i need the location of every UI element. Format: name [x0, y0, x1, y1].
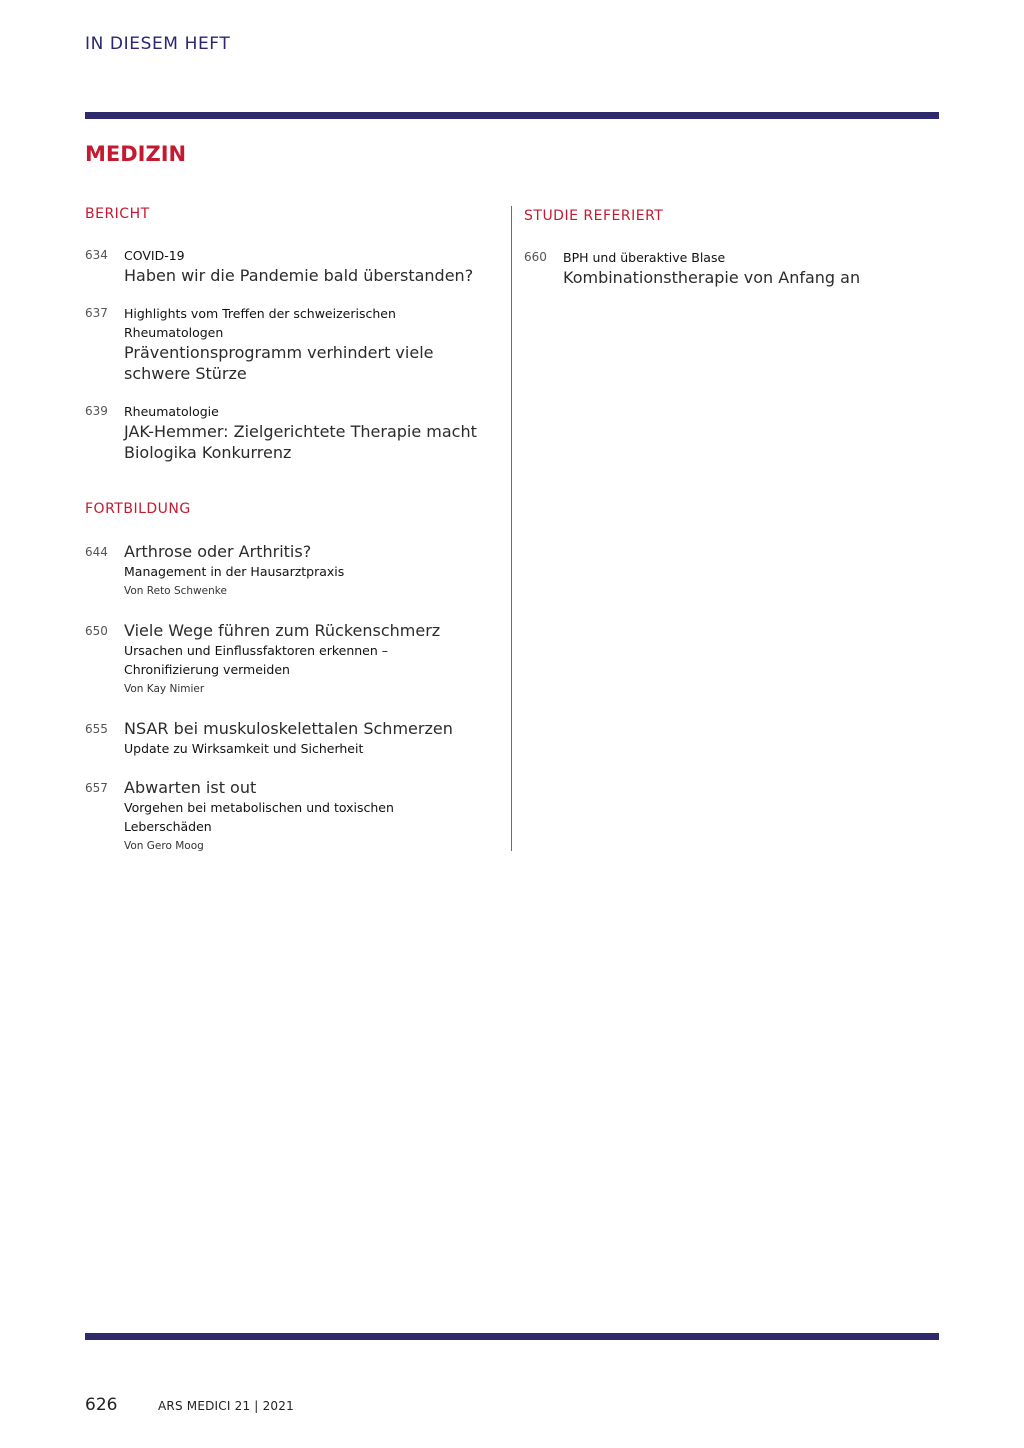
- entry-title[interactable]: Viele Wege führen zum Rückenschmerz: [124, 621, 441, 640]
- section-title: MEDIZIN: [85, 142, 187, 166]
- entry-title[interactable]: Kombinationstherapie von Anfang an: [563, 268, 861, 287]
- entry-page-number: 639: [85, 404, 108, 418]
- entry-title[interactable]: NSAR bei muskuloskelettalen Schmerzen: [124, 719, 453, 738]
- entry-author: Von Reto Schwenke: [124, 585, 227, 597]
- entry-page-number: 634: [85, 248, 108, 262]
- entry-page-number: 657: [85, 781, 108, 795]
- entry-page-number: 660: [524, 250, 547, 264]
- entry-kicker: BPH und überaktive Blase: [563, 250, 726, 265]
- entry-subtitle: Ursachen und Einflussfaktoren erkennen – Chronifizierung vermeiden: [124, 643, 389, 677]
- entry-title[interactable]: Abwarten ist out: [124, 778, 257, 797]
- entry-subtitle: Vorgehen bei metabolischen und toxischen Leberschäden: [124, 800, 394, 834]
- studie-heading: STUDIE REFERIERT: [524, 208, 664, 224]
- entry-title[interactable]: JAK-Hemmer: Zielgerichtete Therapie macht Biologika Konkurrenz: [124, 422, 477, 462]
- bottom-rule: [85, 1333, 939, 1340]
- page-header-title: IN DIESEM HEFT: [85, 34, 231, 54]
- entry-author: Von Kay Nimier: [124, 683, 205, 695]
- entry-author: Von Gero Moog: [124, 840, 204, 852]
- footer-page-number: 626: [85, 1395, 118, 1415]
- entry-kicker: COVID-19: [124, 248, 185, 263]
- entry-kicker: Highlights vom Treffen der schweizerischen Rheumatologen: [124, 306, 396, 340]
- entry-page-number: 650: [85, 624, 108, 638]
- entry-page-number: 655: [85, 722, 108, 736]
- fortbildung-heading: FORTBILDUNG: [85, 501, 191, 517]
- bericht-heading: BERICHT: [85, 206, 150, 222]
- entry-title[interactable]: Arthrose oder Arthritis?: [124, 542, 312, 561]
- entry-title[interactable]: Präventionsprogramm verhindert viele schwere Stürze: [124, 343, 434, 383]
- entry-kicker: Rheumatologie: [124, 404, 219, 419]
- entry-title[interactable]: Haben wir die Pandemie bald überstanden?: [124, 266, 474, 285]
- footer-journal: ARS MEDICI 21 | 2021: [158, 1399, 294, 1413]
- column-divider: [511, 206, 512, 851]
- entry-page-number: 637: [85, 306, 108, 320]
- top-rule: [85, 112, 939, 119]
- entry-subtitle: Management in der Hausarztpraxis: [124, 564, 345, 579]
- entry-subtitle: Update zu Wirksamkeit und Sicherheit: [124, 741, 364, 756]
- entry-page-number: 644: [85, 545, 108, 559]
